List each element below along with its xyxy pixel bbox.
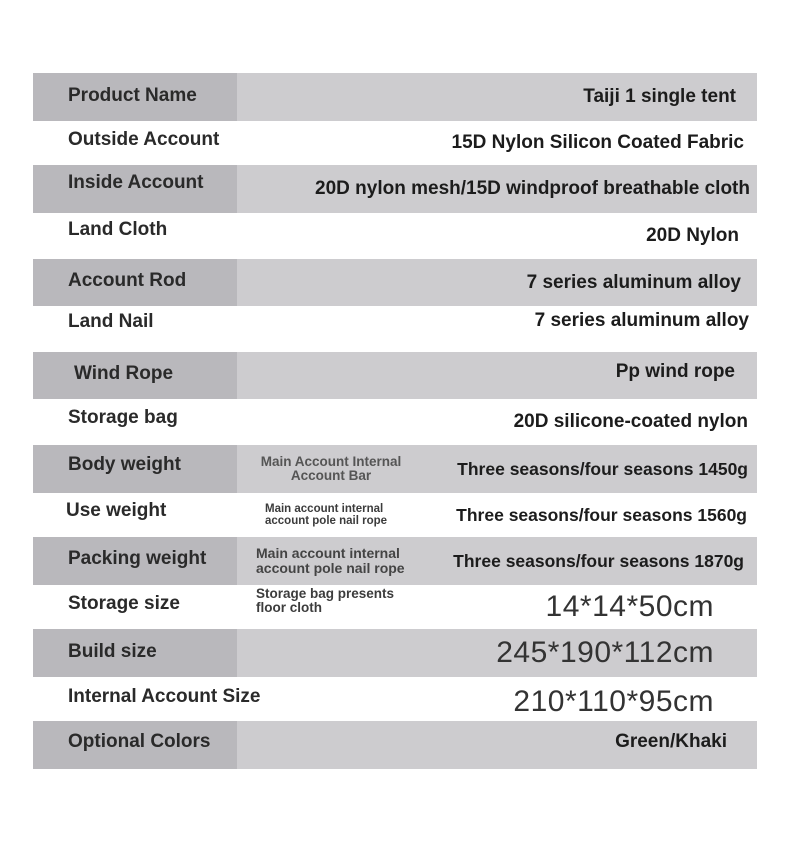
spec-label: Inside Account [33,165,237,213]
spec-table [33,73,757,769]
spec-note-line: Storage bag presents [256,586,395,601]
spec-label: Packing weight [33,537,237,585]
spec-label: Land Cloth [68,219,168,240]
spec-row-build-size [33,629,757,677]
spec-note-line: Main account internal [265,502,384,515]
spec-label: Storage size [68,593,180,614]
spec-value: 7 series aluminum alloy [526,271,741,293]
spec-value: 20D silicone-coated nylon [513,411,748,432]
spec-row-outside-account [33,121,757,165]
spec-row-use-weight [33,493,757,537]
spec-label: Outside Account [68,129,220,150]
spec-note-line: Account Bar [290,468,372,483]
spec-row-product-name [33,73,757,121]
spec-row-land-nail [33,306,757,352]
spec-value: Three seasons/four seasons 1450g [457,458,748,479]
spec-row-packing-weight [33,537,757,585]
spec-row-account-rod [33,259,757,306]
spec-row-wind-rope [33,352,757,399]
spec-value: Green/Khaki [615,731,727,752]
spec-label: Product Name [33,73,237,121]
spec-value: 7 series aluminum alloy [534,310,749,331]
spec-row-storage-bag [33,399,757,445]
spec-note [252,445,410,493]
spec-note-line: account pole nail rope [256,560,405,576]
spec-row-storage-size [33,585,757,629]
spec-note-line: Main Account Internal [260,453,402,469]
spec-note [256,537,405,585]
spec-value: 245*190*112cm [496,636,714,669]
spec-label: Body weight [33,445,237,493]
spec-value: Three seasons/four seasons 1870g [453,550,744,571]
spec-label: Account Rod [33,259,237,306]
spec-row-optional-colors [33,721,757,769]
spec-value: 14*14*50cm [545,590,714,623]
spec-note [256,585,394,629]
spec-label: Optional Colors [33,721,237,769]
spec-value: Three seasons/four seasons 1560g [456,504,747,525]
spec-label: Wind Rope [33,352,237,399]
spec-value: 20D Nylon [646,225,739,246]
spec-value: Taiji 1 single tent [583,86,736,107]
spec-row-body-weight [33,445,757,493]
spec-row-land-cloth [33,213,757,259]
spec-value: 210*110*95cm [513,685,714,718]
spec-label: Internal Account Size [68,686,261,707]
spec-row-inside-account [33,165,757,213]
spec-value: 15D Nylon Silicon Coated Fabric [451,132,744,153]
spec-label: Storage bag [68,407,178,428]
spec-note-line: floor cloth [256,600,322,616]
spec-label: Use weight [66,500,167,521]
spec-value: 20D nylon mesh/15D windproof breathable cloth [315,178,750,199]
spec-note-line: account pole nail rope [265,515,388,527]
spec-note-line: Main account internal [256,545,400,562]
spec-label: Build size [33,629,237,677]
spec-value: Pp wind rope [615,361,735,382]
spec-row-internal-account-size [33,677,757,721]
spec-label: Land Nail [68,311,154,332]
spec-note [265,493,387,537]
